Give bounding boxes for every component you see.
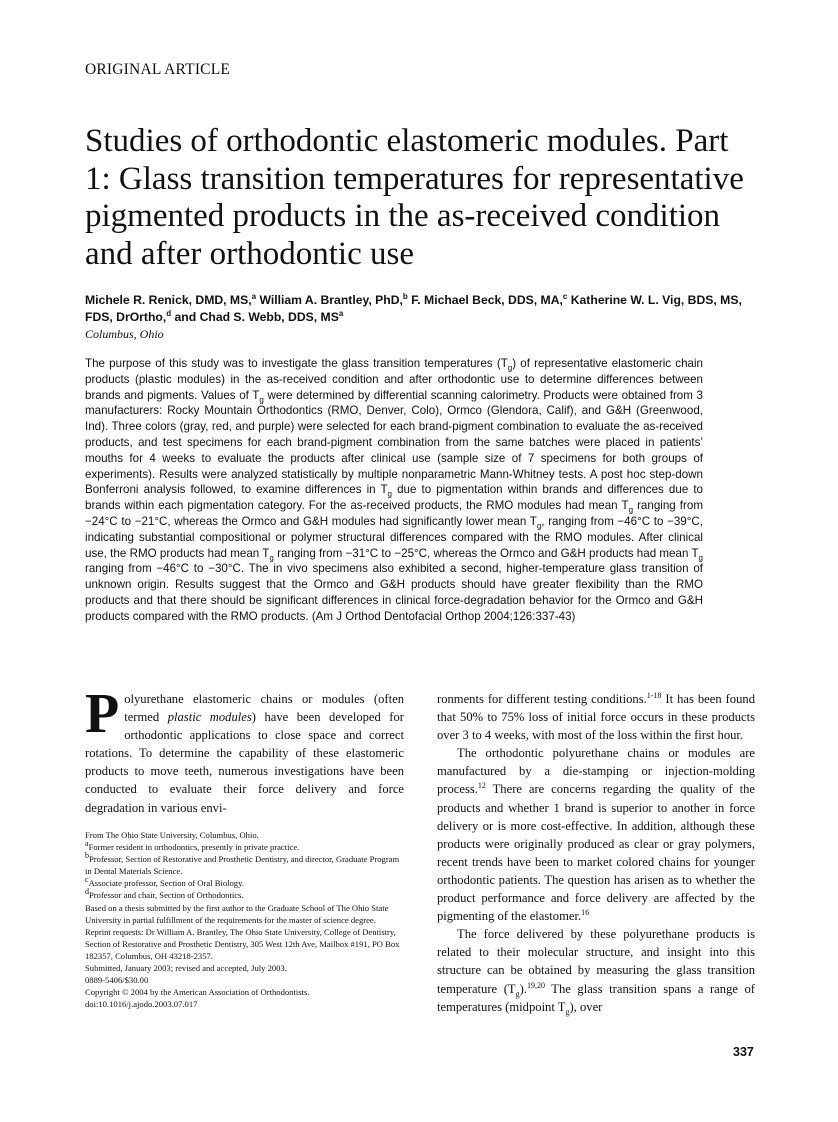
- body-column-right: [437, 690, 755, 1016]
- body-paragraph: Polyurethane elastomeric chains or modules (often termed plastic modules) have been developed for orthodontic applications to close space and correct rotations. To determine the capability of these elastomeric products to move teeth, numerous investigations have been conducted to evaluate their force delivery and force degradation in various envi-: [85, 683, 404, 815]
- affiliation-mark: d: [166, 308, 172, 318]
- author-list: [85, 292, 755, 326]
- footnote: Reprint requests: Dr William A. Brantley, The Ohio State University, College of Dentistry, Section of Restorative and Prosthetic Dentistry, 305 West 12th Ave, Mailbox #191, PO Box 182357, Columbus, OH 43218-2357.: [85, 926, 400, 961]
- footnote: $^a$Former resident in orthodontics, presently in private practice.: [85, 839, 300, 853]
- footnote: Submitted, January 2003; revised and accepted, July 2003.: [85, 963, 287, 974]
- author-location: Columbus, Ohio: [85, 327, 164, 341]
- author-name: and Chad S. Webb, DDS, MS: [171, 310, 339, 324]
- affiliation-mark: c: [562, 291, 568, 301]
- author-name: Katherine W. L. Vig, BDS, MS, FDS, DrOrtho,: [85, 293, 742, 324]
- footnotes: [85, 829, 404, 1010]
- citation: 19,20: [526, 980, 545, 990]
- footnote: Copyright © 2004 by the American Association of Orthodontists.: [85, 987, 310, 998]
- author-name: F. Michael Beck, DDS, MA,: [407, 293, 563, 307]
- abstract-text: The purpose of this study was to investigate the glass transition temperatures $(T_g)$ of representative elastomeric chain products (plastic modules) in the as-received condition and after orthodontic use to determine differences between brands and pigments. Values of $T_g$ were determined by differential scanning calorimetry. Products were obtained from 3 manufacturers: Rocky Mountain Orthodontics (RMO, Denver, Colo), Ormco (Glendora, Calif), and G&H (Greenwood, Ind). Three colors (gray, red, and purple) were selected for each brand-pigment combination to evaluate the as-received products, and test specimens for each brand-pigment combination from the same batches were placed in patients’ mouths for 4 weeks to evaluate the products after clinical use (sample size of 7 specimens for both groups of experiments). Results were analyzed statistically by multiple nonparametric Mann-Whitney tests. A post hoc step-down Bonferroni analysis followed, to examine differences in $T_g$ due to pigmentation within brands and differences due to brands within each pigmentation category. For the as-received products, the RMO modules had mean $T_g$ ranging from −24°C to −21°C, whereas the Ormco and G&H modules had significantly lower mean $T_g$, ranging from −46°C to −39°C, indicating substantial compositional or polymer structural differences compared with the RMO modules. After clinical use, the RMO products had mean $T_g$ ranging from −31°C to −25°C, whereas the Ormco and G&H products had mean $T_g$ ranging from −46°C to −30°C. The in vivo specimens also exhibited a second, higher-temperature glass transition of unknown origin. Results suggest that the Ormco and G&H products should have greater flexibility than the RMO products and that there should be significant differences in clinical force-degradation behavior for the Ormco and G&H products compared with the RMO products. (Am J Orthod Dentofacial Orthop 2004;126:337-43): [85, 357, 704, 623]
- affiliation-mark: b: [402, 291, 408, 301]
- footnote: $^d$Professor and chair, Section of Orthodontics.: [85, 887, 244, 901]
- citation: 12: [477, 781, 486, 791]
- drop-cap: P: [85, 683, 120, 745]
- author-name: William A. Brantley, PhD,: [256, 293, 403, 307]
- author-name: Michele R. Renick, DMD, MS,: [85, 293, 252, 307]
- footnote: $^c$Associate professor, Section of Oral Biology.: [85, 875, 244, 889]
- page-number: 337: [733, 1045, 754, 1059]
- footnote: $^b$Professor, Section of Restorative and Prosthetic Dentistry, and director, Graduate Program in Dental Materials Science.: [85, 851, 400, 877]
- footnote: From The Ohio State University, Columbus, Ohio.: [85, 830, 259, 840]
- section-label: ORIGINAL ARTICLE: [85, 61, 231, 78]
- affiliation-mark: a: [338, 308, 344, 318]
- footnote: Based on a thesis submitted by the first author to the Graduate School of The Ohio State University in partial fulfillment of the requirements for the master of science degree.: [85, 902, 389, 925]
- abstract: [85, 356, 703, 625]
- footnote: doi:10.1016/j.ajodo.2003.07.017: [85, 999, 198, 1010]
- body-column-left: [85, 683, 404, 817]
- body-paragraph: The force delivered by these polyurethane products is related to their molecular structure, and insight into this structure can be obtained by measuring the glass transition temperature $(T_g).^{19,20}$ The glass transition spans a range of temperatures (midpoint $T_g$), over: [437, 927, 756, 1017]
- article-title: Studies of orthodontic elastomeric modules. Part 1: Glass transition temperatures for representative pigmented products in the as-received condition and after orthodontic use: [85, 123, 744, 272]
- body-paragraph: The orthodontic polyurethane chains or modules are manufactured by a die-stamping or injection-molding process.$^{12}$ There are concerns regarding the quality of the products and whether 1 brand is superior to another in force delivery or is more cost-effective. In addition, although these products were originally produced as clear or gray polymers, recent trends have been to market colored chains for younger orthodontic patients. The question has arisen as to whether the product performance and force delivery are affected by the pigmenting of the elastomer.$^{16}$: [437, 746, 755, 924]
- affiliation-mark: a: [251, 291, 257, 301]
- footnote: 0889-5406/$30.00: [85, 975, 149, 986]
- body-paragraph: ronments for different testing conditions.$^{1-18}$ It has been found that 50% to 75% loss of initial force occurs in these products over 3 to 4 weeks, with most of the loss within the first hour.: [437, 690, 755, 743]
- citation: 16: [581, 907, 590, 917]
- citation: 1-18: [646, 690, 662, 700]
